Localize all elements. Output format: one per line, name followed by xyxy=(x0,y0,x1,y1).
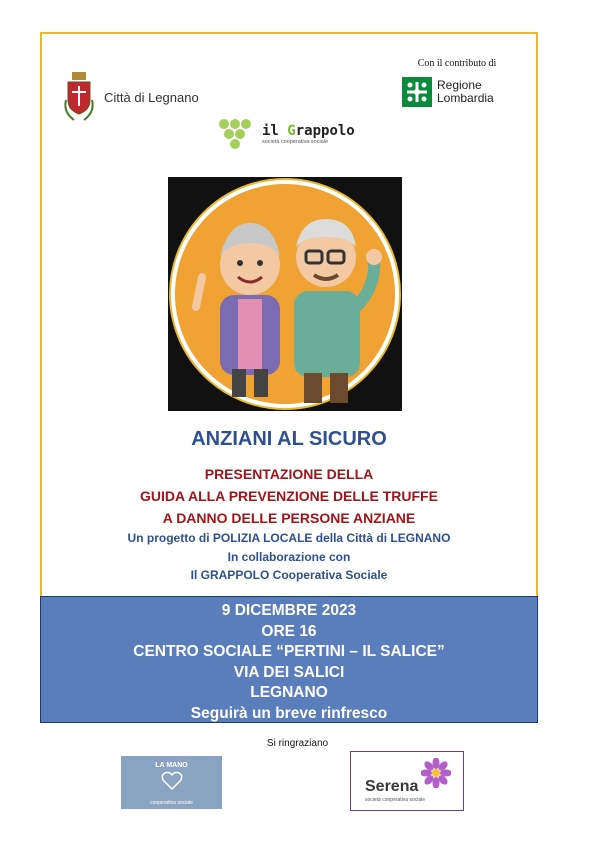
presentation-line3: A DANNO DELLE PERSONE ANZIANE xyxy=(162,510,416,526)
lamano-name: LA MANO xyxy=(155,762,188,769)
presentation-line1: PRESENTAZIONE DELLA xyxy=(204,466,374,482)
event-city: LEGNANO xyxy=(250,684,328,701)
presentation-line2: GUIDA ALLA PREVENZIONE DELLE TRUFFE xyxy=(140,488,438,504)
event-venue: CENTRO SOCIALE “PERTINI – IL SALICE” xyxy=(133,643,445,660)
grappolo-rest: rappolo xyxy=(295,123,355,139)
thanks-label: Si ringraziano xyxy=(266,738,329,749)
lombardia-rose-icon xyxy=(402,77,432,107)
event-street: VIA DEI SALICI xyxy=(233,663,345,681)
region-line2: Lombardia xyxy=(437,91,494,105)
flower-icon xyxy=(421,758,451,788)
partner-line: Il GRAPPOLO Cooperativa Sociale xyxy=(190,568,388,582)
grappolo-sub: società cooperativa sociale xyxy=(262,139,329,145)
grappolo-il: il xyxy=(262,123,288,139)
legnano-logo xyxy=(62,70,199,124)
event-box xyxy=(40,596,538,723)
event-time: ORE 16 xyxy=(261,622,317,640)
grapes-icon xyxy=(218,118,258,150)
event-date: 9 DICEMBRE 2023 xyxy=(221,602,357,619)
heart-hand-icon xyxy=(160,769,184,793)
la-mano-logo xyxy=(121,756,222,809)
city-name: Città di Legnano xyxy=(104,89,199,105)
serena-sub: società cooperativa sociale xyxy=(365,797,426,803)
serena-logo xyxy=(350,751,464,811)
lamano-sub: cooperativa sociale xyxy=(150,800,193,806)
project-line: Un progetto di POLIZIA LOCALE della Città di LEGNANO xyxy=(127,531,451,545)
grappolo-logo xyxy=(218,118,355,150)
collaboration-line: In collaborazione con xyxy=(227,550,351,564)
contrib-label: Con il contributo di xyxy=(417,58,497,69)
event-note: Seguirà un breve rinfresco xyxy=(190,704,388,722)
regione-lombardia-logo xyxy=(402,58,512,107)
region-line1: Regione xyxy=(437,78,482,92)
serena-name: Serena xyxy=(365,778,419,795)
main-title: ANZIANI AL SICURO xyxy=(191,428,387,450)
grappolo-g: G xyxy=(287,123,296,139)
city-crest-icon xyxy=(62,70,96,124)
elderly-couple-illustration xyxy=(168,177,402,411)
